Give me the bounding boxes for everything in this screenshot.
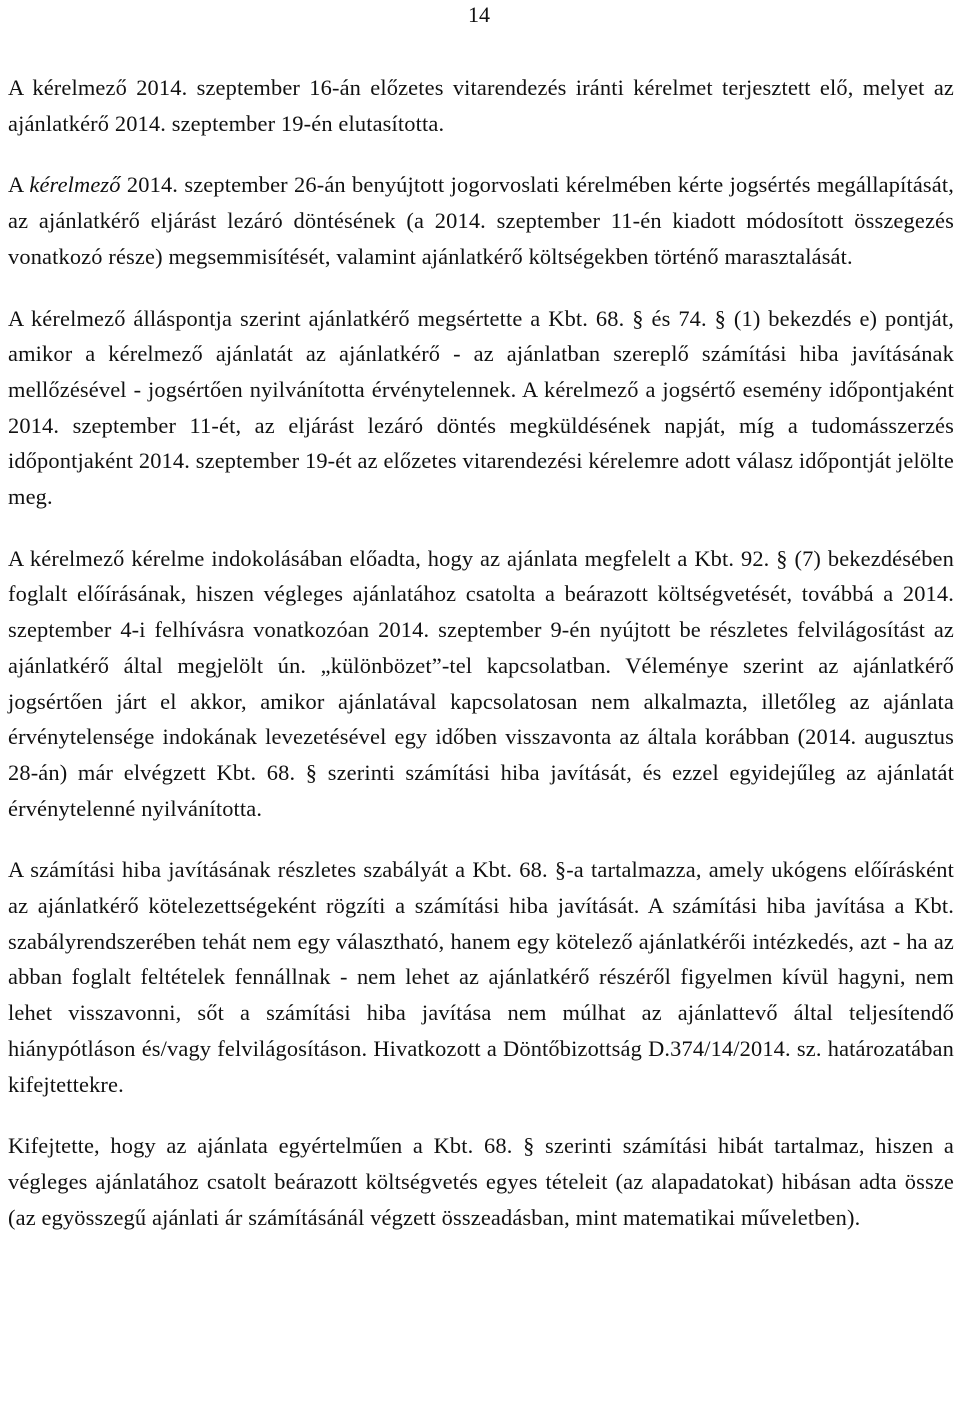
- paragraph-prefix: A: [8, 172, 30, 198]
- paragraph-remedy-request: [8, 167, 954, 274]
- page-number: 14: [468, 2, 490, 27]
- paragraph-calculation-error-rules: A számítási hiba javításának részletes szabályát a Kbt. 68. §-a tartalmazza, amely ukógens előírásként az ajánlatkérő kötelezettségeként rögzíti a számítási hiba javítását. A számítási hiba javítása a Kbt. szabályrendszerében tehát nem egy választható, hanem egy kötelező ajánlatkérői intézkedés, azt - ha az abban foglalt feltételek fennállnak - nem lehet az ajánlatkérő részéről figyelmen kívül hagyni, nem lehet visszavonni, sőt a számítási hiba javítása nem múlhat az ajánlattevő által teljesítendő hiánypótláson és/vagy felvilágosításon. Hivatkozott a Döntőbizottság D.374/14/2014. sz. határozatában kifejtettekre.: [8, 857, 954, 1097]
- paragraph-applicant-position: A kérelmező álláspontja szerint ajánlatkérő megsértette a Kbt. 68. § és 74. § (1) bekezdés e) pontját, amikor a kérelmező ajánlatát az ajánlatkérő - az ajánlatban szereplő számítási hiba javításának mellőzésével - jogsértően nyilvánította érvénytelennek. A kérelmező a jogsértő esemény időpontjaként 2014. szeptember 11-ét, az eljárást lezáró döntés megküldésének napját, míg a tudomásszerzés időpontjaként 2014. szeptember 19-ét az előzetes vitarendezési kérelemre adott válasz időpontját jelölte meg.: [8, 305, 954, 510]
- paragraph-calculation-error-claim: Kifejtette, hogy az ajánlata egyértelműen a Kbt. 68. § szerinti számítási hibát tartalmaz, hiszen a végleges ajánlatához csatolt beárazott költségvetés egyes tételeit (az alapadatokat) hibásan adta össze (az egyösszegű ajánlati ár számításánál végzett összeadásban, mint matematikai műveletben).: [8, 1133, 954, 1230]
- paragraph-applicant-reasoning: A kérelmező kérelme indokolásában előadta, hogy az ajánlata megfelelt a Kbt. 92. § (7) bekezdésében foglalt előírásának, hiszen végleges ajánlatához csatolta a beárazott költségvetését, továbbá a 2014. szeptember 4-i felhívásra vonatkozóan 2014. szeptember 9-én nyújtott be részletes felvilágosítást az ajánlatkérő által megjelölt ún. „különbözet”-tel kapcsolatban. Véleménye szerint az ajánlatkérő jogsértően járt el akkor, amikor ajánlatával kapcsolatosan nem alkalmazta, illetőleg az ajánlata érvénytelensége indokának levezetésével egy időben visszavonta az általa korábban (2014. augusztus 28-án) már elvégzett Kbt. 68. § szerinti számítási hiba javítását, és ezzel egyidejűleg az ajánlatát érvénytelenné nyilvánította.: [8, 545, 954, 821]
- document-body: [8, 70, 954, 1235]
- italic-term: kérelmező: [29, 172, 121, 198]
- paragraph-preliminary-dispute: A kérelmező 2014. szeptember 16-án előzetes vitarendezés iránti kérelmet terjesztett elő, melyet az ajánlatkérő 2014. szeptember 19-én elutasította.: [8, 75, 954, 136]
- paragraph-text: 2014. szeptember 26-án benyújtott jogorvoslati kérelmében kérte jogsértés megállapítását, az ajánlatkérő eljárást lezáró döntésének (a 2014. szeptember 11-én kiadott módosított összegezés vonatkozó része) megsemmisítését, valamint ajánlatkérő költségekben történő marasztalását.: [8, 172, 954, 269]
